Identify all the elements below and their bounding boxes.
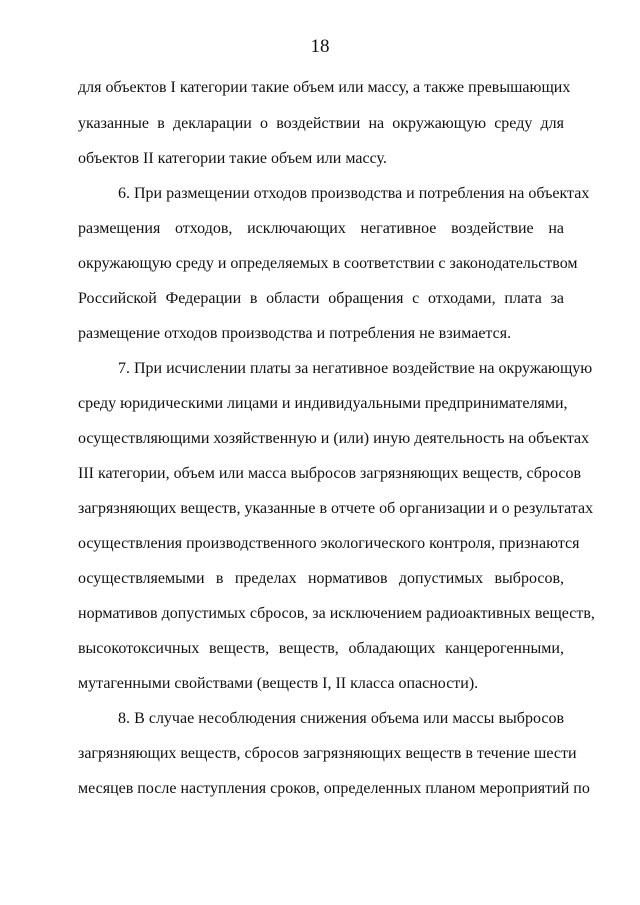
text-line: для объектов I категории такие объем или массу, а также превышающих <box>78 79 571 96</box>
text-line: месяцев после наступления сроков, определенных планом мероприятий по <box>78 780 590 797</box>
text-line: осуществляемыми в пределах нормативов допустимых выбросов, <box>78 570 564 587</box>
text-line: окружающую среду и определяемых в соответствии с законодательством <box>78 255 578 272</box>
text-line: загрязняющих веществ, указанные в отчете об организации и о результатах <box>78 500 594 517</box>
text-line: загрязняющих веществ, сбросов загрязняющих веществ в течение шести <box>78 745 577 762</box>
text-line: осуществления производственного экологического контроля, признаются <box>78 535 580 552</box>
text-line: высокотоксичных веществ, веществ, обладающих канцерогенными, <box>78 640 564 657</box>
text-line: объектов II категории такие объем или массу. <box>78 150 387 167</box>
text-line: 8. В случае несоблюдения снижения объема или массы выбросов <box>118 710 564 727</box>
text-line: нормативов допустимых сбросов, за исключением радиоактивных веществ, <box>78 605 595 622</box>
text-line: III категории, объем или масса выбросов загрязняющих веществ, сбросов <box>78 465 581 482</box>
text-line: мутагенными свойствами (веществ I, II класса опасности). <box>78 675 479 692</box>
text-line: осуществляющими хозяйственную и (или) иную деятельность на объектах <box>78 430 590 447</box>
page-number: 18 <box>310 36 330 57</box>
text-line: размещение отходов производства и потребления не взимается. <box>78 325 512 342</box>
text-line: среду юридическими лицами и индивидуальными предпринимателями, <box>78 395 568 412</box>
text-line: размещения отходов, исключающих негативное воздействие на <box>78 220 564 237</box>
text-line: Российской Федерации в области обращения с отходами, плата за <box>78 290 564 307</box>
text-line: 7. При исчислении платы за негативное воздействие на окружающую <box>118 360 593 377</box>
text-line: указанные в декларации о воздействии на окружающую среду для <box>78 115 564 132</box>
text-line: 6. При размещении отходов производства и потребления на объектах <box>118 185 590 202</box>
